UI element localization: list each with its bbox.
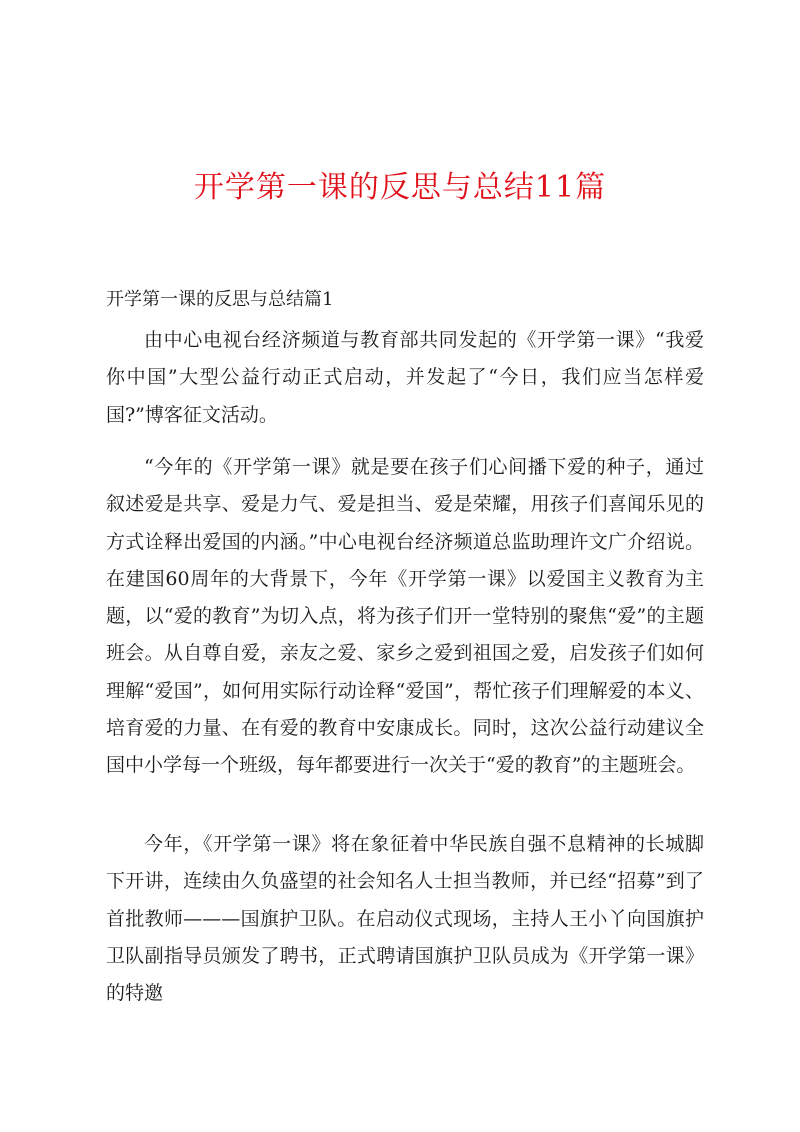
section-heading: 开学第一课的反思与总结篇1 bbox=[106, 289, 334, 310]
body-paragraph-1: 由中心电视台经济频道与教育部共同发起的《开学第一课》“我爱你中国”大型公益行动正式启动，并发起了“今日，我们应当怎样爱国?”博客征文活动。 bbox=[106, 329, 704, 426]
body-paragraph-3: 今年，《开学第一课》将在象征着中华民族自强不息精神的长城脚下开讲，连续由久负盛望的社会知名人士担当教师，并已经“招募”到了首批教师———国旗护卫队。在启动仪式现场，主持人王小丫向国旗护卫队副指导员颁发了聘书，正式聘请国旗护卫队员成为《开学第一课》的特邀 bbox=[106, 833, 704, 1005]
document-title: 开学第一课的反思与总结11篇 bbox=[193, 170, 607, 205]
body-paragraph-2: “今年的《开学第一课》就是要在孩子们心间播下爱的种子，通过叙述爱是共享、爱是力气、爱是担当、爱是荣耀，用孩子们喜闻乐见的方式诠释出爱国的内涵。”中心电视台经济频道总监助理许文广介绍说。在建国60周年的大背景下，今年《开学第一课》以爱国主义教育为主题，以“爱的教育”为切入点，将为孩子们开一堂特别的聚焦“爱”的主题班会。从自尊自爱，亲友之爱、家乡之爱到祖国之爱，启发孩子们如何理解“爱国”，如何用实际行动诠释“爱国”，帮忙孩子们理解爱的本义、培育爱的力量、在有爱的教育中安康成长。同时，这次公益行动建议全国中小学每一个班级，每年都要进行一次关于“爱的教育”的主题班会。 bbox=[106, 456, 704, 777]
